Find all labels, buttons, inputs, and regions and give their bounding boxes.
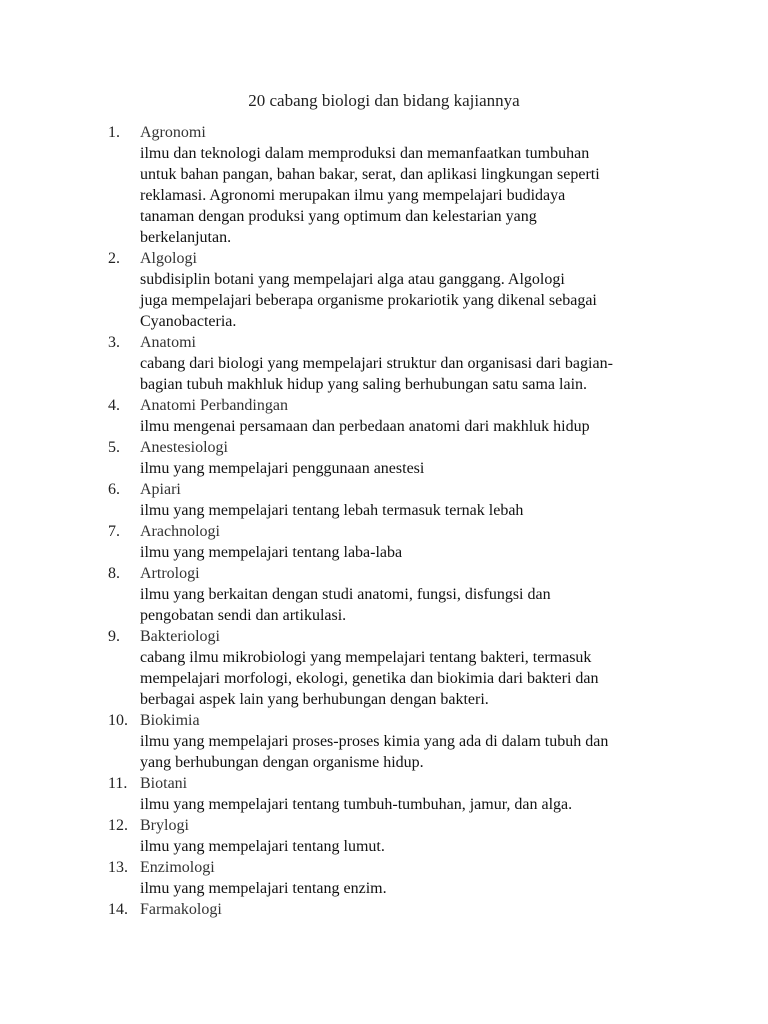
item-number: 4. <box>108 397 120 414</box>
list-item <box>108 248 708 332</box>
item-description: ilmu yang mempelajari tentang laba-laba <box>140 544 403 561</box>
item-number: 6. <box>108 481 120 498</box>
item-term: Brylogi <box>140 817 189 834</box>
item-number: 5. <box>108 439 120 456</box>
item-description: ilmu yang berkaitan dengan studi anatomi, fungsi, disfungsi dan pengobatan sendi dan artikulasi. <box>140 586 551 624</box>
item-number: 14. <box>108 901 128 918</box>
item-number: 10. <box>108 712 128 729</box>
item-number: 13. <box>108 859 128 876</box>
list-item <box>108 521 708 563</box>
item-term: Anatomi Perbandingan <box>140 397 288 414</box>
item-term: Bakteriologi <box>140 628 220 645</box>
list-item <box>108 773 708 815</box>
item-description: ilmu yang mempelajari tentang tumbuh-tumbuhan, jamur, dan alga. <box>140 796 573 813</box>
item-description: cabang dari biologi yang mempelajari struktur dan organisasi dari bagian- bagian tubuh makhluk hidup yang saling berhubungan satu sama lain. <box>140 355 613 393</box>
item-number: 1. <box>108 124 120 141</box>
item-number: 12. <box>108 817 128 834</box>
item-description: ilmu yang mempelajari tentang lebah termasuk ternak lebah <box>140 502 524 519</box>
list-item <box>108 563 708 626</box>
item-term: Anatomi <box>140 334 196 351</box>
item-term: Apiari <box>140 481 181 498</box>
item-description: ilmu yang mempelajari proses-proses kimia yang ada di dalam tubuh dan yang berhubungan dengan organisme hidup. <box>140 733 609 771</box>
item-term: Arachnologi <box>140 523 220 540</box>
item-description: ilmu yang mempelajari tentang enzim. <box>140 880 387 897</box>
list-item <box>108 122 708 248</box>
list-item <box>108 857 708 899</box>
item-term: Farmakologi <box>140 901 222 918</box>
list-item <box>108 332 708 395</box>
list-item <box>108 437 708 479</box>
document-title: 20 cabang biologi dan bidang kajiannya <box>248 91 520 110</box>
item-number: 11. <box>108 775 128 792</box>
list-item <box>108 710 708 773</box>
list-item <box>108 395 708 437</box>
item-description: ilmu dan teknologi dalam memproduksi dan memanfaatkan tumbuhan untuk bahan pangan, bahan bakar, serat, dan aplikasi lingkungan seperti reklamasi. Agronomi merupakan ilmu yang mempelajari budidaya tanaman dengan produksi yang optimum dan kelestarian yang berkelanjutan. <box>140 145 600 246</box>
list-item <box>108 899 708 920</box>
list-item <box>108 479 708 521</box>
item-description: cabang ilmu mikrobiologi yang mempelajari tentang bakteri, termasuk mempelajari morfologi, ekologi, genetika dan biokimia dari bakteri dan berbagai aspek lain yang berhubungan dengan bakteri. <box>140 649 599 708</box>
item-term: Anestesiologi <box>140 439 228 456</box>
item-number: 3. <box>108 334 120 351</box>
item-number: 2. <box>108 250 120 267</box>
item-term: Biokimia <box>140 712 200 729</box>
item-term: Agronomi <box>140 124 206 141</box>
item-number: 9. <box>108 628 120 645</box>
item-number: 8. <box>108 565 120 582</box>
item-term: Algologi <box>140 250 197 267</box>
list-item <box>108 815 708 857</box>
item-term: Artrologi <box>140 565 200 582</box>
item-description: subdisiplin botani yang mempelajari alga atau ganggang. Algologi juga mempelajari beberapa organisme prokariotik yang dikenal sebagai Cyanobacteria. <box>140 271 597 330</box>
item-term: Biotani <box>140 775 188 792</box>
item-number: 7. <box>108 523 120 540</box>
list-item <box>108 626 708 710</box>
item-description: ilmu yang mempelajari penggunaan anestesi <box>140 460 425 477</box>
item-term: Enzimologi <box>140 859 215 876</box>
item-description: ilmu mengenai persamaan dan perbedaan anatomi dari makhluk hidup <box>140 418 590 435</box>
item-description: ilmu yang mempelajari tentang lumut. <box>140 838 385 855</box>
biology-branch-list <box>108 122 708 920</box>
